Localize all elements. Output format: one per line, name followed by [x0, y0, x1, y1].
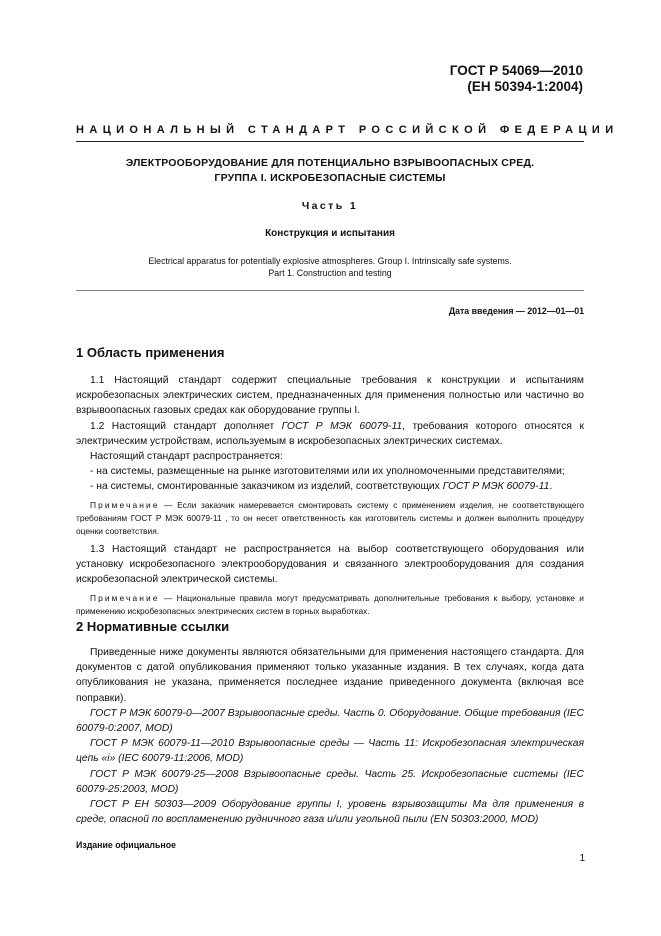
note-1-text: — Если заказчик намеревается смонтировать систему с применением изделия, не соответствующего требованиям ГОСТ Р МЭК 60079-11 , то он несет ответственность как изготовитель системы и должен выполнить процедуру оценки соответствия.	[76, 499, 584, 536]
title-line-2: ГРУППА I. ИСКРОБЕЗОПАСНЫЕ СИСТЕМЫ	[214, 172, 446, 184]
reference-gost-60079-11: ГОСТ Р МЭК 60079-11	[281, 420, 403, 432]
reference-item: ГОСТ Р ЕН 50303—2009 Оборудование группы I, уровень взрывозащиты Ма для применения в среде, опасной по воспламенению рудничного газа и/или угольной пыли (EN 50303:2000, MOD)	[76, 799, 584, 826]
standard-number: ГОСТ Р 54069—2010	[449, 63, 583, 78]
national-standard-heading: НАЦИОНАЛЬНЫЙ СТАНДАРТ РОССИЙСКОЙ ФЕДЕРАЦИИ	[76, 124, 619, 136]
english-title-line-1: Electrical apparatus for potentially explosive atmospheres. Group I. Intrinsically safe systems.	[148, 256, 512, 266]
paragraph-1-2	[76, 419, 584, 449]
scope-item-2-end: .	[549, 481, 553, 493]
scope-item-1: - на системы, размещенные на рынке изготовителями или их уполномоченными представителями;	[90, 466, 565, 478]
standard-number-block	[450, 63, 583, 95]
paragraph-1-1: 1.1 Настоящий стандарт содержит специальные требования к конструкции и испытаниям искробезопасных электрических систем, предназначенных для применения полностью или частично во взрывоопасных газовых средах как оборудование группы I.	[76, 375, 584, 417]
note-1	[76, 499, 584, 538]
paragraph-1-2-text-end: , требования которого относятся к электрическим устройствам, используемым в искробезопасных электрических системах.	[76, 420, 584, 447]
official-edition-label: Издание официальное	[76, 840, 176, 850]
note-2-text: — Национальные правила могут предусматривать дополнительные требования к выбору, установке и применению искробезопасных электрических систем в горных выработках.	[76, 593, 584, 617]
scope-item-2	[76, 479, 584, 494]
section-2-body	[76, 645, 584, 827]
english-title-line-2: Part 1. Construction and testing	[268, 268, 392, 278]
introduction-date: Дата введения — 2012—01—01	[448, 306, 584, 316]
note-1-label: Примечание	[90, 499, 160, 510]
document-subtitle: Конструкция и испытания	[265, 228, 395, 239]
reference-gost-60079-11-second: ГОСТ Р МЭК 60079-11	[442, 481, 550, 493]
paragraph-1-2-text: 1.2 Настоящий стандарт дополняет	[90, 420, 282, 432]
english-title	[76, 255, 584, 279]
en-standard-number: (ЕН 50394-1:2004)	[467, 79, 583, 94]
note-2-label: Примечание	[90, 593, 160, 604]
paragraph-1-3: 1.3 Настоящий стандарт не распространяется на выбор соответствующего оборудования или установку искробезопасного электрооборудования и связанного электрооборудования для создания искробезопасной электрической системы.	[76, 543, 584, 586]
section-1-heading: 1 Область применения	[76, 345, 225, 360]
page-number: 1	[579, 853, 585, 864]
note-2	[76, 592, 584, 618]
header-divider	[76, 141, 584, 142]
title-line-1: ЭЛЕКТРООБОРУДОВАНИЕ ДЛЯ ПОТЕНЦИАЛЬНО ВЗРЫВООПАСНЫХ СРЕД.	[125, 157, 535, 169]
references-intro: Приведенные ниже документы являются обязательными для применения настоящего стандарта. Для документов с датой опубликования применяют только указанные издания. В тех случаях, когда дата опубликования не указана, применяется последнее издание приведенного документа (включая все поправки).	[76, 647, 584, 704]
reference-item: ГОСТ Р МЭК 60079-11—2010 Взрывоопасные среды — Часть 11: Искробезопасная электрическая цепь «i» (IEC 60079-11:2006, MOD)	[76, 738, 584, 765]
part-label: Часть 1	[301, 200, 359, 212]
reference-item: ГОСТ Р МЭК 60079-25—2008 Взрывоопасные среды. Часть 25. Искробезопасные системы (IEC 60079-25:2003, MOD)	[76, 768, 584, 795]
document-title	[76, 156, 584, 186]
reference-item: ГОСТ Р МЭК 60079-0—2007 Взрывоопасные среды. Часть 0. Оборудование. Общие требования (IEC 60079-0:2007, MOD)	[76, 707, 584, 735]
scope-item-2-text: - на системы, смонтированные заказчиком из изделий, соответствующих	[90, 481, 443, 493]
section-2-heading: 2 Нормативные ссылки	[76, 619, 230, 634]
scope-intro: Настоящий стандарт распространяется:	[90, 451, 283, 463]
title-divider	[76, 290, 584, 291]
section-1-body	[76, 373, 584, 618]
